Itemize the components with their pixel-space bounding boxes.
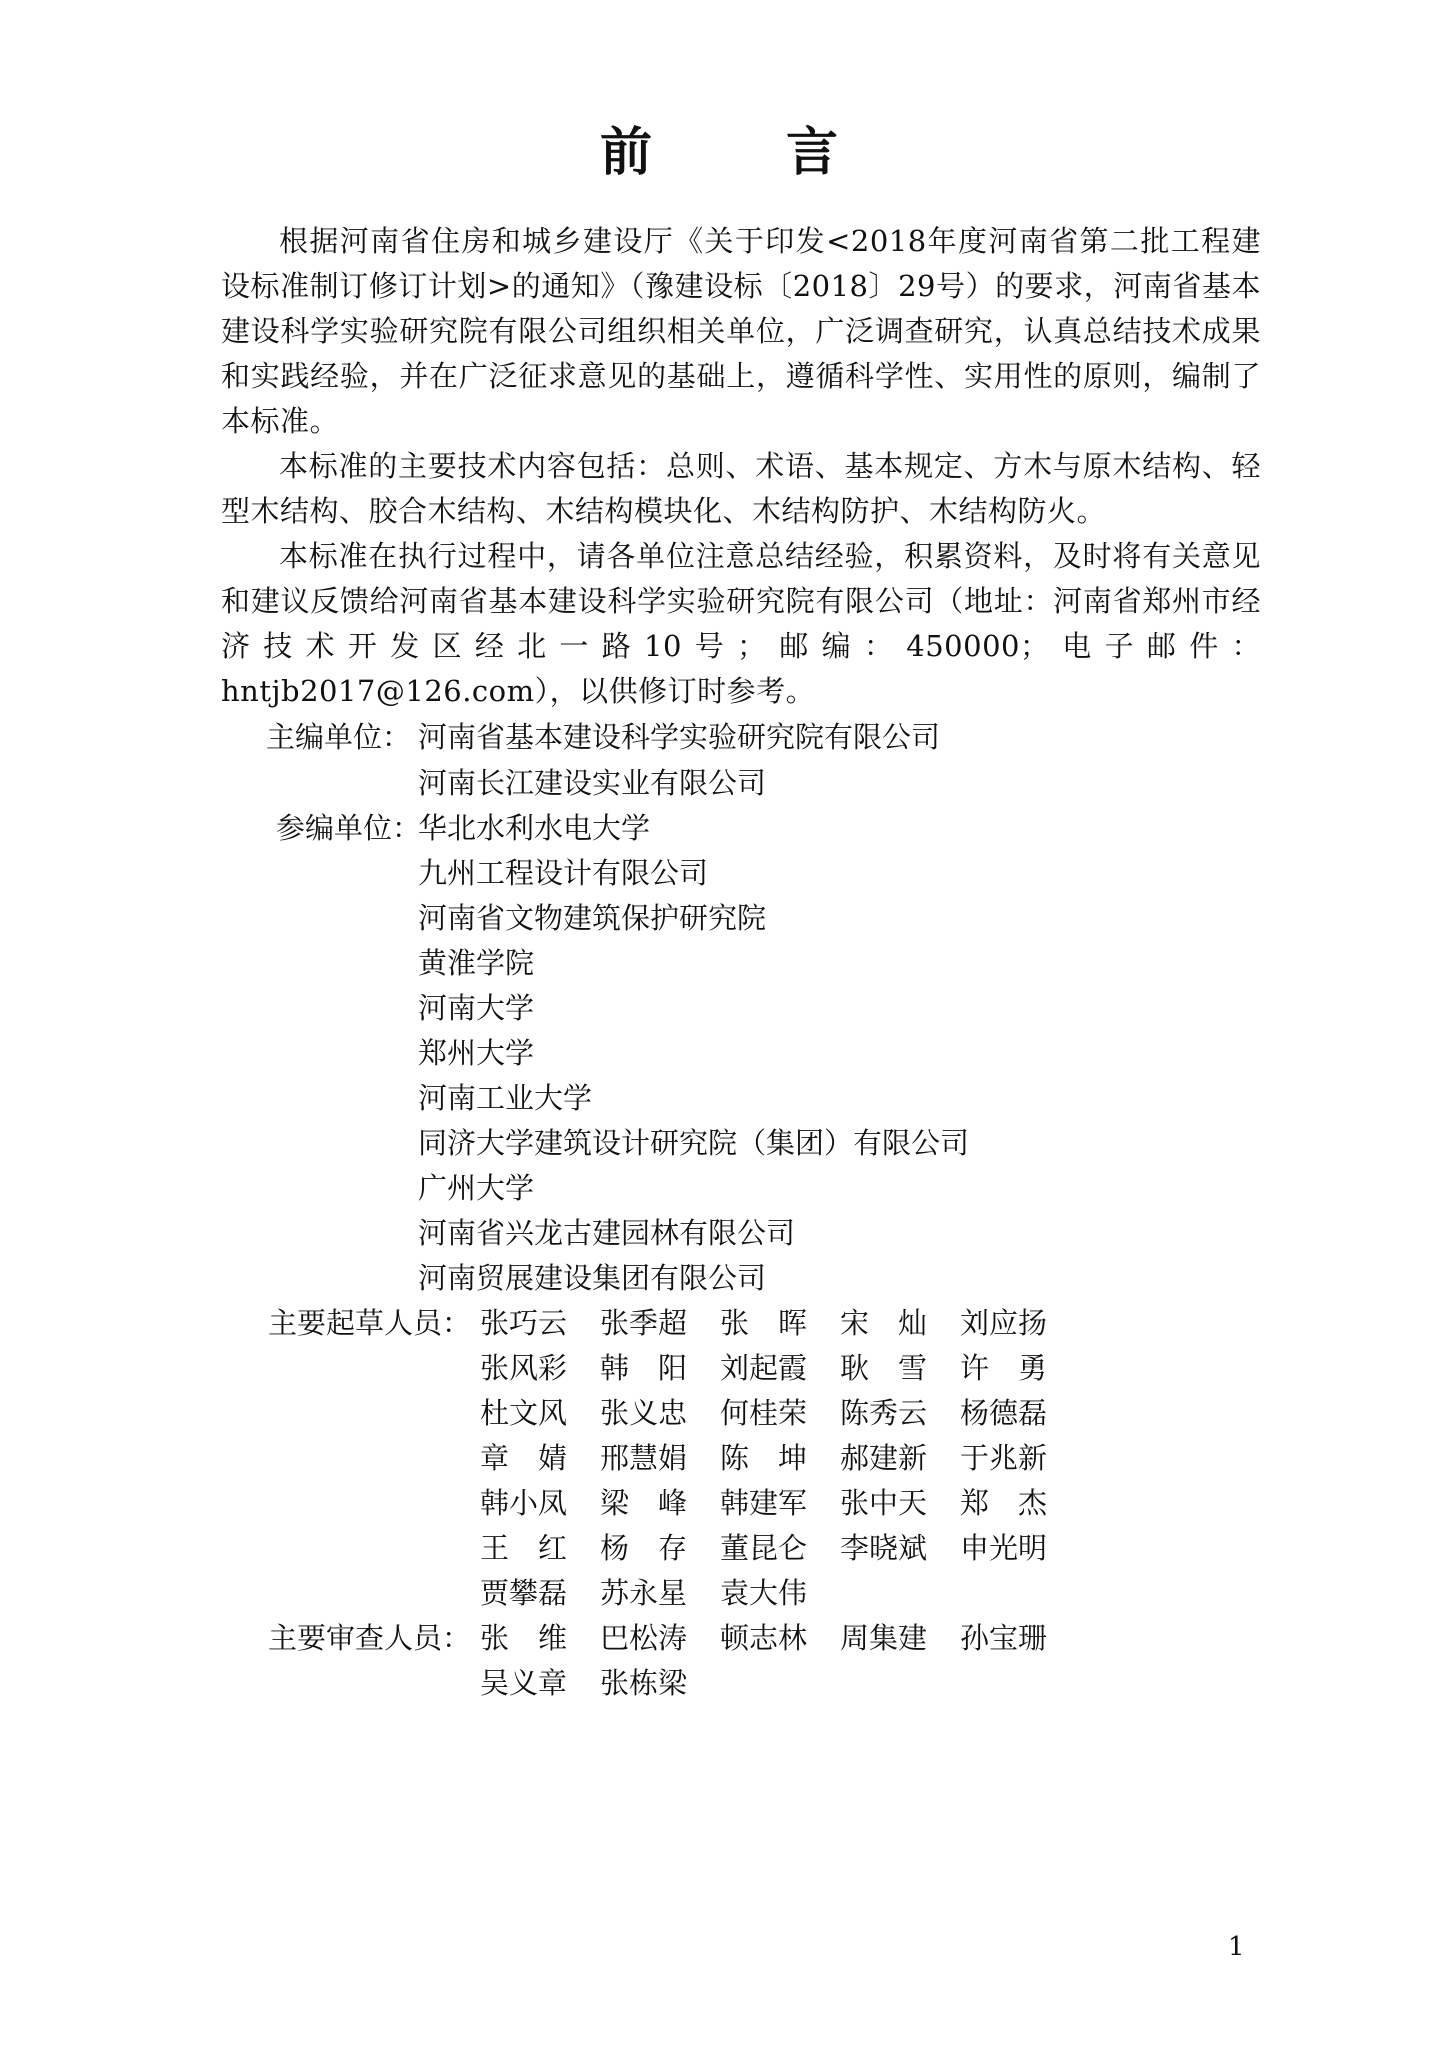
drafter-name: 张中天 bbox=[840, 1486, 928, 1520]
drafter-name: 杨德磊 bbox=[960, 1396, 1048, 1430]
paragraph-text: 本标准的主要技术内容包括：总则、术语、基本规定、方木与原木结构、轻型木结构、胶合木结构、木结构模块化、木结构防护、木结构防火。 bbox=[221, 449, 1261, 528]
drafter-name: 梁 峰 bbox=[600, 1486, 688, 1520]
chief-editor-unit: 河南省基本建设科学实验研究院有限公司 bbox=[418, 720, 941, 754]
drafters-name-grid bbox=[480, 1301, 1080, 1616]
paragraph-text: 根据河南省住房和城乡建设厅《关于印发<2018年度河南省第二批工程建设标准制订修订计划>的通知》（豫建设标〔2018〕29号）的要求，河南省基本建设科学实验研究院有限公司组织相关单位，广泛调查研究，认真总结技术成果和实践经验，并在广泛征求意见的基础上，遵循科学性、实用性的原则，编制了本标准。 bbox=[221, 224, 1261, 438]
drafter-name: 张季超 bbox=[600, 1306, 688, 1340]
chief-editor-label: 主编单位： bbox=[266, 720, 412, 754]
page-number: 1 bbox=[1228, 1932, 1245, 1962]
drafter-name: 李晓斌 bbox=[840, 1531, 928, 1565]
drafter-name: 许 勇 bbox=[960, 1351, 1048, 1385]
drafter-name: 韩建军 bbox=[720, 1486, 808, 1520]
drafter-name: 袁大伟 bbox=[720, 1576, 808, 1610]
drafter-name: 张 晖 bbox=[720, 1306, 808, 1340]
participant-unit: 河南贸展建设集团有限公司 bbox=[418, 1261, 767, 1295]
participant-unit: 同济大学建筑设计研究院（集团）有限公司 bbox=[418, 1126, 970, 1160]
drafter-name: 王 红 bbox=[480, 1531, 568, 1565]
participant-unit: 黄淮学院 bbox=[418, 946, 535, 980]
reviewer-name: 吴义章 bbox=[480, 1666, 568, 1700]
drafter-name: 董昆仑 bbox=[720, 1531, 808, 1565]
drafter-name: 宋 灿 bbox=[840, 1306, 928, 1340]
participant-unit: 九州工程设计有限公司 bbox=[418, 856, 709, 890]
page-title: 前 言 bbox=[599, 122, 897, 183]
drafter-name: 章 婧 bbox=[480, 1441, 568, 1475]
drafter-name: 何桂荣 bbox=[720, 1396, 808, 1430]
drafter-name: 邢慧娟 bbox=[600, 1441, 688, 1475]
participant-unit: 河南省兴龙古建园林有限公司 bbox=[418, 1216, 796, 1250]
drafter-name: 申光明 bbox=[960, 1531, 1048, 1565]
drafter-name: 韩小凤 bbox=[480, 1486, 568, 1520]
participants-label: 参编单位： bbox=[276, 811, 422, 845]
participant-unit: 河南省文物建筑保护研究院 bbox=[418, 901, 767, 935]
drafter-name: 杨 存 bbox=[600, 1531, 688, 1565]
paragraph-content bbox=[221, 444, 1261, 534]
chief-editor-unit: 河南长江建设实业有限公司 bbox=[418, 766, 767, 800]
drafter-name: 贾攀磊 bbox=[480, 1576, 568, 1610]
drafter-name: 苏永星 bbox=[600, 1576, 688, 1610]
drafter-name: 刘起霞 bbox=[720, 1351, 808, 1385]
drafter-name: 刘应扬 bbox=[960, 1306, 1048, 1340]
participant-unit: 华北水利水电大学 bbox=[418, 811, 651, 845]
reviewers-label: 主要审查人员： bbox=[268, 1621, 472, 1655]
drafter-name: 杜文风 bbox=[480, 1396, 568, 1430]
drafter-name: 陈 坤 bbox=[720, 1441, 808, 1475]
drafter-name: 郝建新 bbox=[840, 1441, 928, 1475]
drafter-name: 韩 阳 bbox=[600, 1351, 688, 1385]
participant-unit: 河南大学 bbox=[418, 991, 535, 1025]
reviewer-name: 周集建 bbox=[840, 1621, 928, 1655]
drafters-label: 主要起草人员： bbox=[268, 1306, 472, 1340]
paragraph-feedback bbox=[221, 534, 1261, 714]
reviewer-name: 巴松涛 bbox=[600, 1621, 688, 1655]
drafter-name: 于兆新 bbox=[960, 1441, 1048, 1475]
reviewer-name: 顿志林 bbox=[720, 1621, 808, 1655]
reviewers-name-grid bbox=[480, 1616, 1080, 1706]
drafter-name: 张巧云 bbox=[480, 1306, 568, 1340]
reviewer-name: 张栋梁 bbox=[600, 1666, 688, 1700]
drafter-name: 郑 杰 bbox=[960, 1486, 1048, 1520]
participant-unit: 广州大学 bbox=[418, 1171, 535, 1205]
drafter-name: 张义忠 bbox=[600, 1396, 688, 1430]
drafter-name: 耿 雪 bbox=[840, 1351, 928, 1385]
participant-unit: 河南工业大学 bbox=[418, 1081, 593, 1115]
drafter-name: 张风彩 bbox=[480, 1351, 568, 1385]
reviewer-name: 张 维 bbox=[480, 1621, 568, 1655]
paragraph-basis bbox=[221, 219, 1261, 444]
drafter-name: 陈秀云 bbox=[840, 1396, 928, 1430]
participant-unit: 郑州大学 bbox=[418, 1036, 535, 1070]
reviewer-name: 孙宝珊 bbox=[960, 1621, 1048, 1655]
paragraph-text: 本标准在执行过程中，请各单位注意总结经验，积累资料，及时将有关意见和建议反馈给河南省基本建设科学实验研究院有限公司（地址：河南省郑州市经济技术开发区经北一路10号；邮编：450000；电子邮件：hntjb2017@126.com），以供修订时参考。 bbox=[221, 539, 1261, 708]
